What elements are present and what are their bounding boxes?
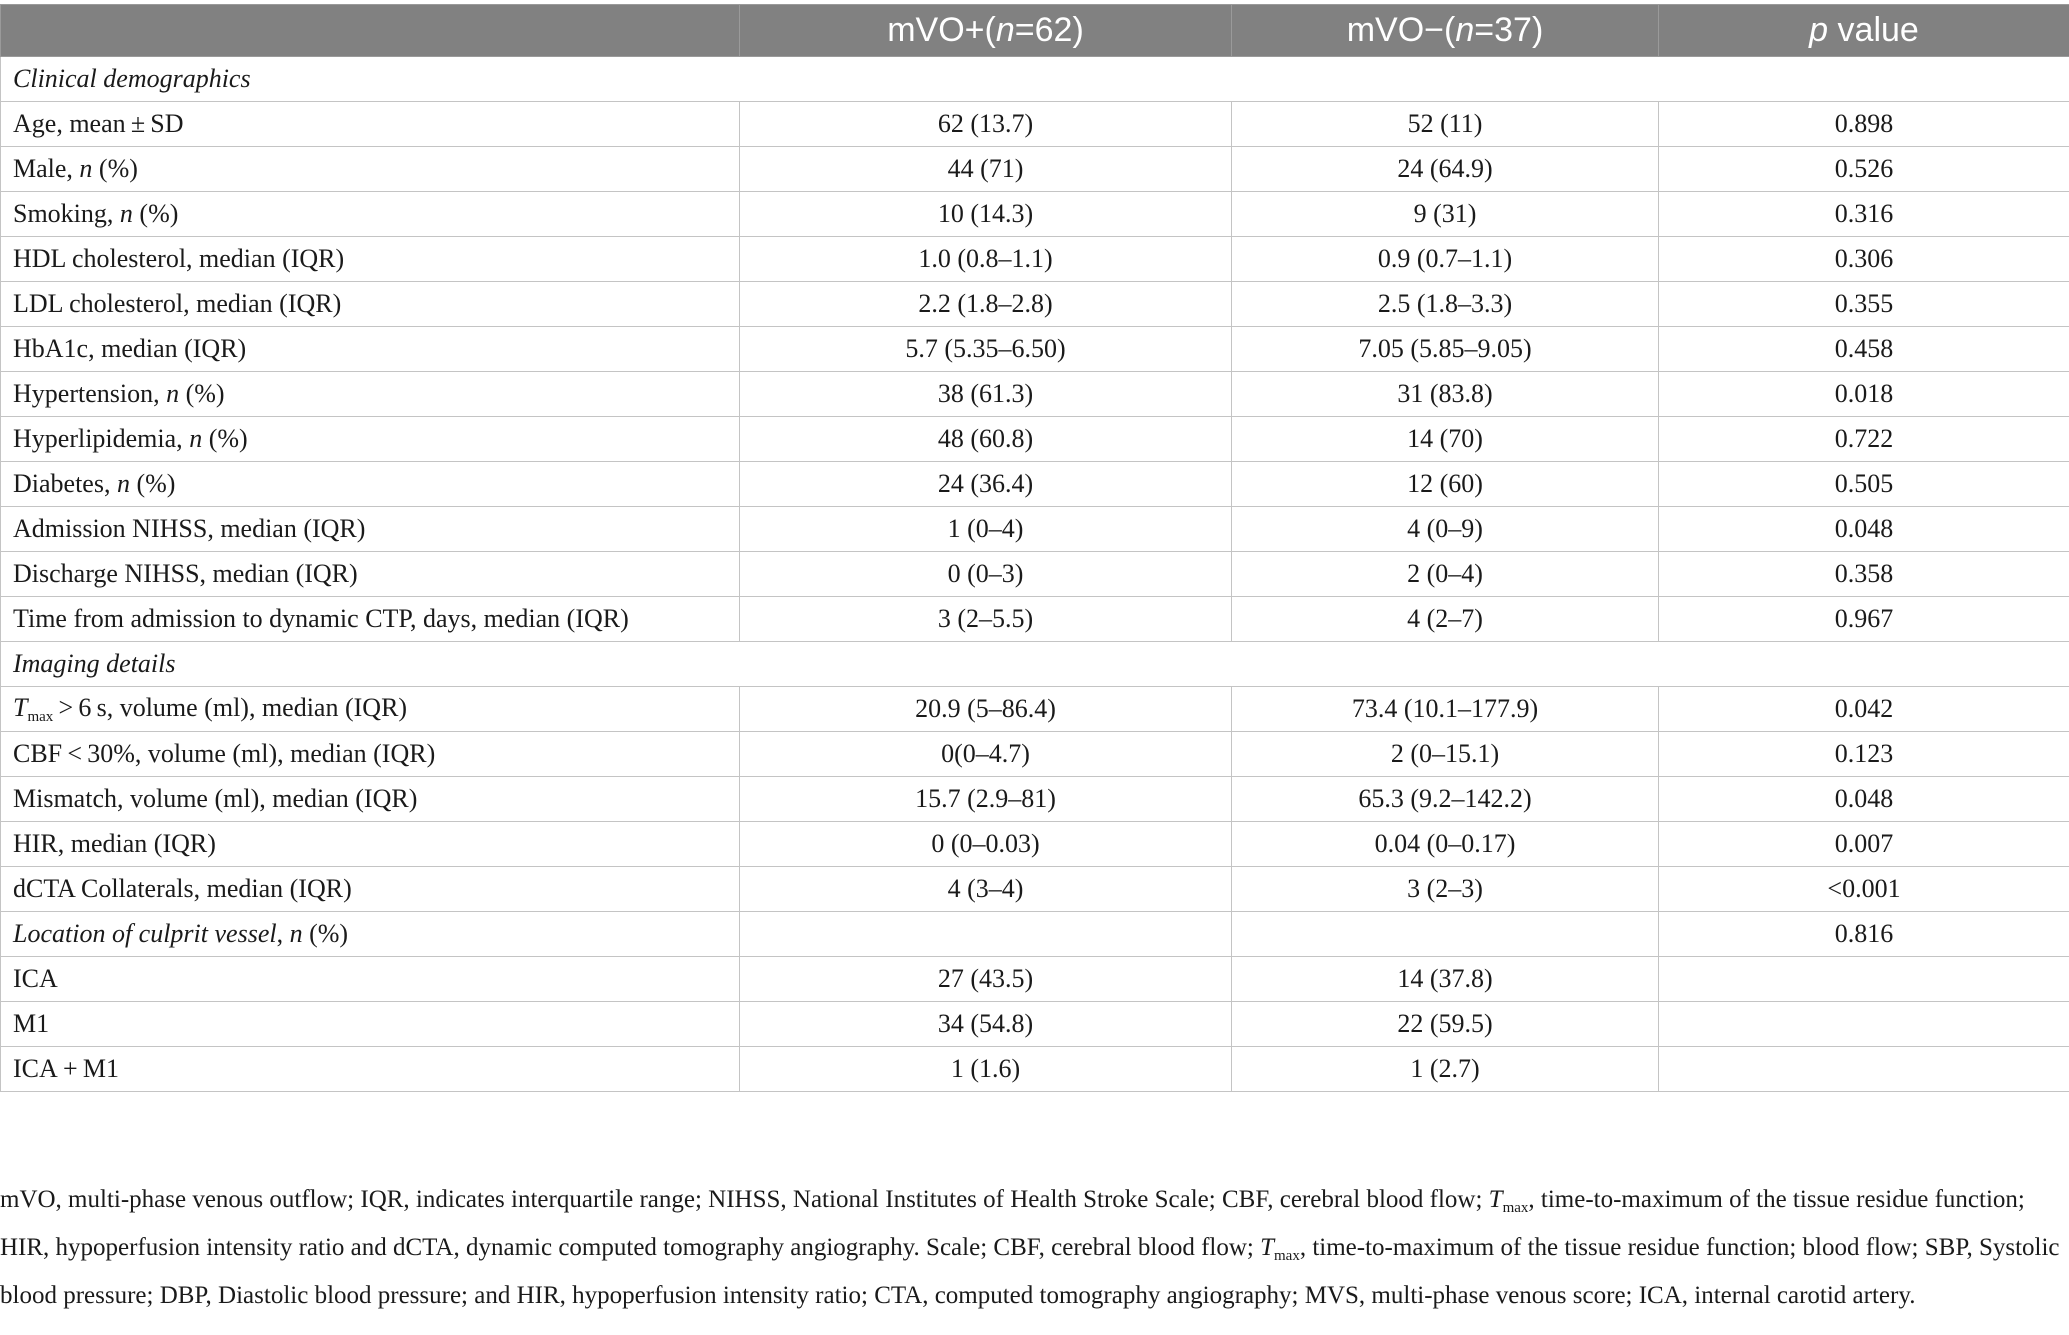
row-label-unit: (%) <box>132 199 179 228</box>
row-label <box>1 687 740 732</box>
row-label-text: Smoking, <box>13 199 120 228</box>
p-value: 0.042 <box>1659 687 2069 732</box>
p-value: 0.816 <box>1659 912 2069 957</box>
p-value: 0.505 <box>1659 462 2069 507</box>
row-label-text: > 6 s, volume (ml), median (IQR) <box>53 692 408 722</box>
p-value: <0.001 <box>1659 867 2069 912</box>
row-label-unit: (%) <box>92 154 138 183</box>
p-value <box>1659 1002 2069 1047</box>
section-title-imaging: Imaging details <box>1 642 2069 687</box>
table-row <box>1 327 2069 372</box>
mvo-negative-value: 73.4 (10.1–177.9) <box>1232 687 1659 732</box>
footnote-part-1: mVO, multi-phase venous outflow; IQR, indicates interquartile range; NIHSS, National Institutes of Health Stroke Scale; CBF, cerebral blood flow; <box>0 1186 1489 1213</box>
row-label: Time from admission to dynamic CTP, days, median (IQR) <box>1 597 740 642</box>
footnote-part-3: , time-to-maximum of the tissue residue function; blood flow; SBP, Systolic blood pressure; DBP, Diastolic blood pressure; and HIR, hypoperfusion intensity ratio; CTA, computed tomography angiography; MVS, multi-phase venous score; ICA, internal carotid artery. <box>0 1234 2060 1309</box>
row-label: Discharge NIHSS, median (IQR) <box>1 552 740 597</box>
section-location-pct: (%) <box>302 919 349 948</box>
table-row <box>1 822 2069 867</box>
header-mvo-negative <box>1232 5 1659 57</box>
row-label: ICA <box>1 957 740 1002</box>
mvo-negative-value: 4 (2–7) <box>1232 597 1659 642</box>
table-row <box>1 147 2069 192</box>
row-label-unit: (%) <box>129 469 176 498</box>
row-label <box>1 147 740 192</box>
table-row <box>1 777 2069 822</box>
row-label: CBF < 30%, volume (ml), median (IQR) <box>1 732 740 777</box>
mvo-negative-value: 12 (60) <box>1232 462 1659 507</box>
header-p-value <box>1659 5 2069 57</box>
row-label: HDL cholesterol, median (IQR) <box>1 237 740 282</box>
mvo-negative-value: 24 (64.9) <box>1232 147 1659 192</box>
table-row <box>1 597 2069 642</box>
footnote-tmax-t-2: T <box>1260 1234 1275 1261</box>
mvo-negative-value: 14 (37.8) <box>1232 957 1659 1002</box>
header-p-suffix: value <box>1828 11 1919 49</box>
mvo-negative-value: 3 (2–3) <box>1232 867 1659 912</box>
section-title-location: Location of culprit vessel, n (%) <box>1 912 740 957</box>
row-label <box>1 462 740 507</box>
p-value: 0.123 <box>1659 732 2069 777</box>
mvo-positive-value: 38 (61.3) <box>740 372 1232 417</box>
row-label-unit: (%) <box>202 424 248 453</box>
p-value: 0.898 <box>1659 102 2069 147</box>
table-row <box>1 462 2069 507</box>
footnote-tmax-sub-2: max <box>1274 1248 1300 1264</box>
table-row <box>1 372 2069 417</box>
row-label-n: n <box>116 469 130 498</box>
p-value: 0.722 <box>1659 417 2069 462</box>
row-label-unit: (%) <box>179 379 225 408</box>
row-label <box>1 372 740 417</box>
p-value <box>1659 1047 2069 1092</box>
p-value: 0.316 <box>1659 192 2069 237</box>
header-variable <box>1 5 740 57</box>
footnote-part-2: , time-to-maximum of the tissue residue function; HIR, hypoperfusion intensity ratio and dCTA, dynamic computed tomography angiography. Scale; CBF, cerebral blood flow; <box>0 1186 2025 1261</box>
row-label-text: Male, <box>13 154 80 183</box>
table-row <box>1 102 2069 147</box>
characteristics-table <box>0 4 2069 1092</box>
row-label-n: n <box>189 424 203 453</box>
row-label: Mismatch, volume (ml), median (IQR) <box>1 777 740 822</box>
mvo-negative-value: 0.9 (0.7–1.1) <box>1232 237 1659 282</box>
header-mvo-negative-n: n <box>1455 11 1475 49</box>
section-title-clinical: Clinical demographics <box>1 57 2069 102</box>
mvo-negative-value: 65.3 (9.2–142.2) <box>1232 777 1659 822</box>
p-value: 0.048 <box>1659 777 2069 822</box>
row-label-text: Hypertension, <box>13 379 167 408</box>
row-label-n: n <box>119 199 133 228</box>
table-row <box>1 282 2069 327</box>
mvo-positive-value: 34 (54.8) <box>740 1002 1232 1047</box>
section-location-n: n <box>289 919 303 948</box>
header-mvo-negative-suffix: =37) <box>1474 11 1544 49</box>
mvo-positive-value: 15.7 (2.9–81) <box>740 777 1232 822</box>
row-label: HIR, median (IQR) <box>1 822 740 867</box>
mvo-positive-value: 62 (13.7) <box>740 102 1232 147</box>
mvo-negative-value: 22 (59.5) <box>1232 1002 1659 1047</box>
header-row <box>1 5 2069 57</box>
mvo-negative-value: 7.05 (5.85–9.05) <box>1232 327 1659 372</box>
mvo-positive-value: 0 (0–3) <box>740 552 1232 597</box>
mvo-positive-value <box>740 912 1232 957</box>
mvo-positive-value: 2.2 (1.8–2.8) <box>740 282 1232 327</box>
mvo-negative-value: 0.04 (0–0.17) <box>1232 822 1659 867</box>
mvo-positive-value: 10 (14.3) <box>740 192 1232 237</box>
p-value: 0.358 <box>1659 552 2069 597</box>
section-row-imaging <box>1 642 2069 687</box>
row-label-sub: max <box>27 708 54 725</box>
mvo-positive-value: 3 (2–5.5) <box>740 597 1232 642</box>
p-value: 0.458 <box>1659 327 2069 372</box>
mvo-negative-value: 4 (0–9) <box>1232 507 1659 552</box>
mvo-positive-value: 48 (60.8) <box>740 417 1232 462</box>
table-row <box>1 867 2069 912</box>
row-label: Admission NIHSS, median (IQR) <box>1 507 740 552</box>
p-value <box>1659 957 2069 1002</box>
mvo-negative-value: 14 (70) <box>1232 417 1659 462</box>
mvo-negative-value: 31 (83.8) <box>1232 372 1659 417</box>
mvo-negative-value: 9 (31) <box>1232 192 1659 237</box>
mvo-negative-value: 2 (0–4) <box>1232 552 1659 597</box>
header-p: p <box>1809 11 1829 49</box>
row-label: M1 <box>1 1002 740 1047</box>
mvo-positive-value: 20.9 (5–86.4) <box>740 687 1232 732</box>
table-row <box>1 507 2069 552</box>
mvo-negative-value: 2.5 (1.8–3.3) <box>1232 282 1659 327</box>
row-label: HbA1c, median (IQR) <box>1 327 740 372</box>
row-label: ICA + M1 <box>1 1047 740 1092</box>
footnote-tmax-t-1: T <box>1488 1186 1503 1213</box>
mvo-positive-value: 0(0–4.7) <box>740 732 1232 777</box>
table-row <box>1 1047 2069 1092</box>
row-label-t: T <box>13 692 28 722</box>
mvo-positive-value: 0 (0–0.03) <box>740 822 1232 867</box>
p-value: 0.007 <box>1659 822 2069 867</box>
mvo-positive-value: 4 (3–4) <box>740 867 1232 912</box>
table-row <box>1 237 2069 282</box>
mvo-positive-value: 27 (43.5) <box>740 957 1232 1002</box>
header-mvo-positive <box>740 5 1232 57</box>
section-row-clinical <box>1 57 2069 102</box>
table-row <box>1 687 2069 732</box>
table-row <box>1 957 2069 1002</box>
header-mvo-negative-prefix: mVO−( <box>1346 11 1456 49</box>
row-label-text: Hyperlipidemia, <box>13 424 190 453</box>
row-label <box>1 417 740 462</box>
mvo-positive-value: 1 (0–4) <box>740 507 1232 552</box>
mvo-positive-value: 44 (71) <box>740 147 1232 192</box>
mvo-negative-value <box>1232 912 1659 957</box>
section-location-label: Location of culprit vessel <box>13 919 277 948</box>
mvo-positive-value: 5.7 (5.35–6.50) <box>740 327 1232 372</box>
header-mvo-positive-n: n <box>995 11 1015 49</box>
mvo-negative-value: 52 (11) <box>1232 102 1659 147</box>
header-mvo-positive-suffix: =62) <box>1014 11 1084 49</box>
table-row <box>1 417 2069 462</box>
table-row <box>1 732 2069 777</box>
table-footnote <box>0 1180 2060 1315</box>
p-value: 0.018 <box>1659 372 2069 417</box>
p-value: 0.048 <box>1659 507 2069 552</box>
row-label-text: Diabetes, <box>13 469 117 498</box>
row-label: LDL cholesterol, median (IQR) <box>1 282 740 327</box>
p-value: 0.526 <box>1659 147 2069 192</box>
p-value: 0.306 <box>1659 237 2069 282</box>
table-row <box>1 1002 2069 1047</box>
row-label: dCTA Collaterals, median (IQR) <box>1 867 740 912</box>
mvo-negative-value: 2 (0–15.1) <box>1232 732 1659 777</box>
row-label-n: n <box>166 379 180 408</box>
row-label-n: n <box>79 154 93 183</box>
p-value: 0.967 <box>1659 597 2069 642</box>
mvo-negative-value: 1 (2.7) <box>1232 1047 1659 1092</box>
table-row <box>1 192 2069 237</box>
footnote-tmax-sub-1: max <box>1502 1200 1529 1216</box>
header-mvo-positive-prefix: mVO+( <box>887 11 996 49</box>
row-label: Age, mean ± SD <box>1 102 740 147</box>
mvo-positive-value: 24 (36.4) <box>740 462 1232 507</box>
p-value: 0.355 <box>1659 282 2069 327</box>
row-label <box>1 192 740 237</box>
section-row-location <box>1 912 2069 957</box>
mvo-positive-value: 1 (1.6) <box>740 1047 1232 1092</box>
mvo-positive-value: 1.0 (0.8–1.1) <box>740 237 1232 282</box>
table-row <box>1 552 2069 597</box>
